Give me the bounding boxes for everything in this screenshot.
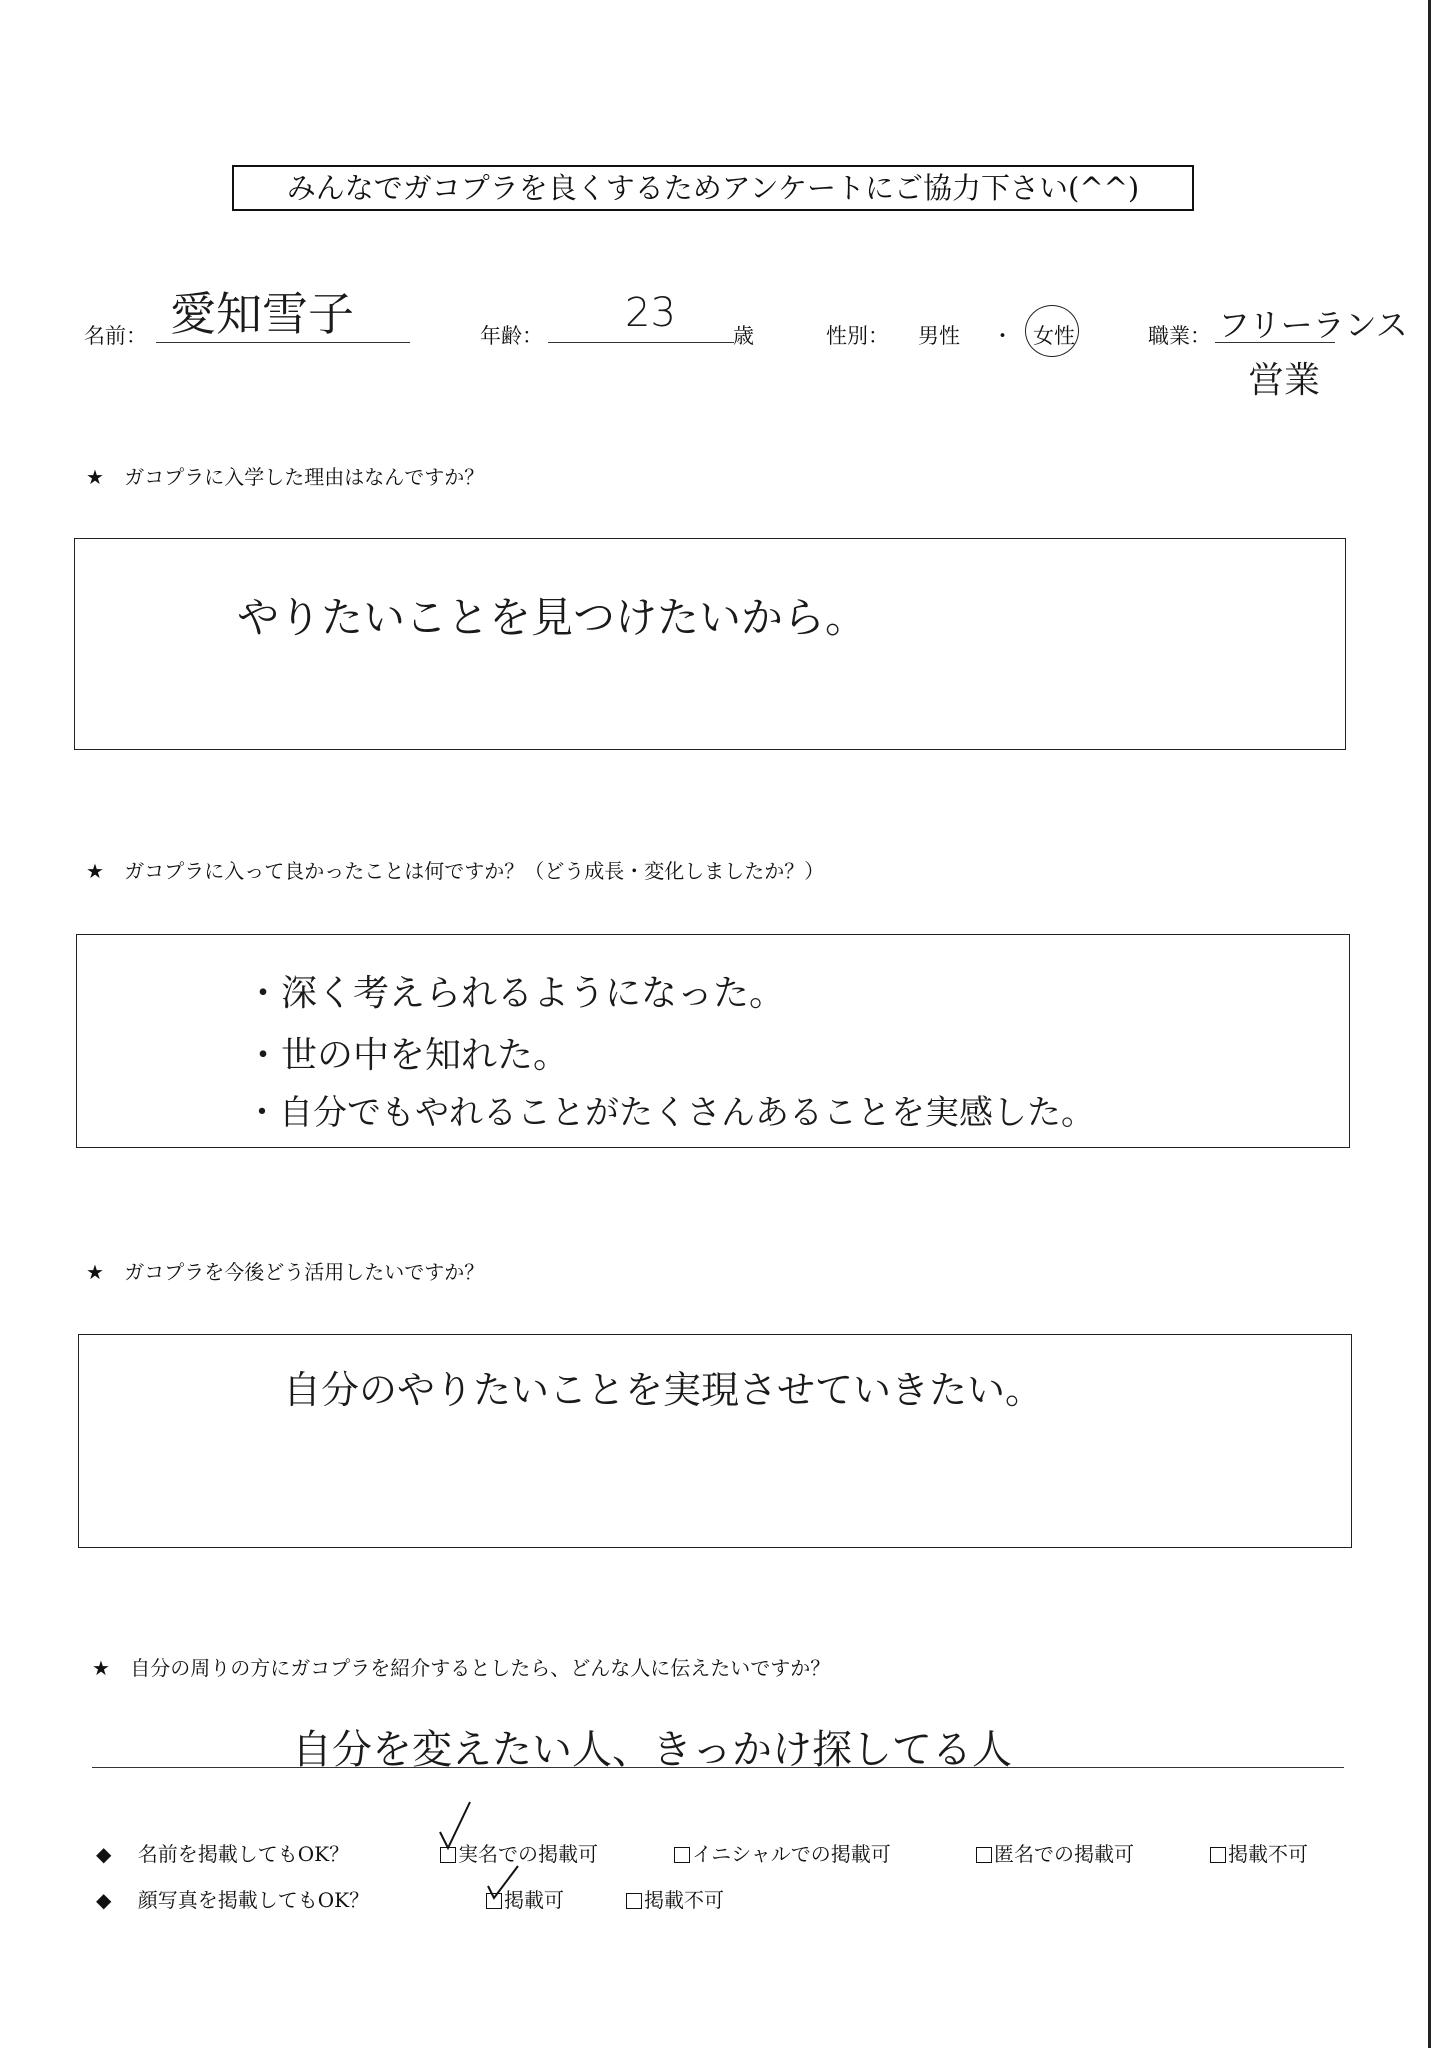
name-value: 愛知雪子 [170, 287, 354, 341]
age-underline [548, 338, 734, 343]
question-3-text: ガコプラを今後どう活用したいですか？ [124, 1260, 485, 1284]
photo-option-no-label: 掲載不可 [644, 1888, 724, 1912]
name-consent-question-text: 名前を掲載してもOK？ [137, 1842, 350, 1866]
age-unit: 歳 [733, 324, 754, 348]
answer-box-1 [74, 538, 1346, 750]
name-label: 名前： [84, 324, 147, 348]
question-4 [92, 1652, 830, 1681]
photo-option-yes-checkmark-icon [484, 1862, 524, 1902]
answer-4-line-1: 自分を変えたい人、きっかけ探してる人 [292, 1727, 1012, 1773]
answer-1-line-1: やりたいことを見つけたいから。 [237, 593, 868, 642]
question-4-star: ★ [92, 1656, 110, 1680]
question-2 [86, 855, 824, 884]
photo-option-no[interactable] [626, 1884, 724, 1913]
photo-consent-diamond: ◆ [96, 1888, 112, 1912]
page-edge-line [1428, 0, 1431, 2048]
name-option-initial[interactable] [674, 1838, 891, 1867]
question-1-star: ★ [86, 465, 104, 489]
question-1 [86, 461, 484, 490]
photo-consent-question-text: 顔写真を掲載してもOK？ [137, 1888, 370, 1912]
name-option-anonymous-checkbox[interactable] [976, 1847, 992, 1863]
gender-female: 女性 [1033, 324, 1075, 348]
name-consent-diamond: ◆ [96, 1842, 112, 1866]
age-label: 年齢： [480, 324, 543, 348]
answer-2-line-2: ・世の中を知れた。 [245, 1035, 570, 1076]
name-option-anonymous-label: 匿名での掲載可 [994, 1842, 1134, 1866]
name-option-real-checkmark-icon [436, 1798, 476, 1854]
photo-option-no-checkbox[interactable] [626, 1893, 642, 1909]
photo-consent-question [96, 1884, 369, 1913]
name-option-no-label: 掲載不可 [1228, 1842, 1308, 1866]
name-option-real-label: 実名での掲載可 [458, 1842, 598, 1866]
question-1-text: ガコプラに入学した理由はなんですか？ [124, 465, 485, 489]
answer-3-line-1: 自分のやりたいことを実現させていきたい。 [283, 1368, 1044, 1412]
name-option-no-checkbox[interactable] [1210, 1847, 1226, 1863]
question-2-text: ガコプラに入って良かったことは何ですか？（どう成長・変化しましたか？） [124, 859, 825, 883]
question-3-star: ★ [86, 1260, 104, 1284]
answer-box-3 [78, 1334, 1352, 1548]
job-label: 職業： [1148, 324, 1211, 348]
gender-separator: ・ [992, 324, 1013, 348]
name-option-initial-checkbox[interactable] [674, 1847, 690, 1863]
job-value-line1: フリーランス [1218, 306, 1408, 344]
answer-4-underline [92, 1765, 1344, 1768]
answer-box-2 [76, 934, 1350, 1148]
answer-2-line-3: ・自分でもやれることがたくさんあることを実感した。 [245, 1093, 1095, 1133]
survey-title: みんなでガコプラを良くするためアンケートにご協力下さい(^^) [232, 165, 1194, 211]
name-option-anonymous[interactable] [976, 1838, 1134, 1867]
question-4-text: 自分の周りの方にガコプラを紹介するとしたら、どんな人に伝えたいですか？ [130, 1656, 831, 1680]
name-consent-question [96, 1838, 349, 1867]
question-3 [86, 1256, 484, 1285]
photo-option-yes-label: 掲載可 [504, 1888, 564, 1912]
job-value-line2: 営業 [1248, 360, 1321, 401]
gender-label: 性別： [826, 324, 889, 348]
age-value: 23 [625, 290, 676, 336]
question-2-star: ★ [86, 859, 104, 883]
gender-male: 男性 [918, 324, 960, 348]
answer-2-line-1: ・深く考えられるようになった。 [245, 973, 786, 1014]
name-option-no[interactable] [1210, 1838, 1308, 1867]
name-option-initial-label: イニシャルでの掲載可 [692, 1842, 891, 1866]
